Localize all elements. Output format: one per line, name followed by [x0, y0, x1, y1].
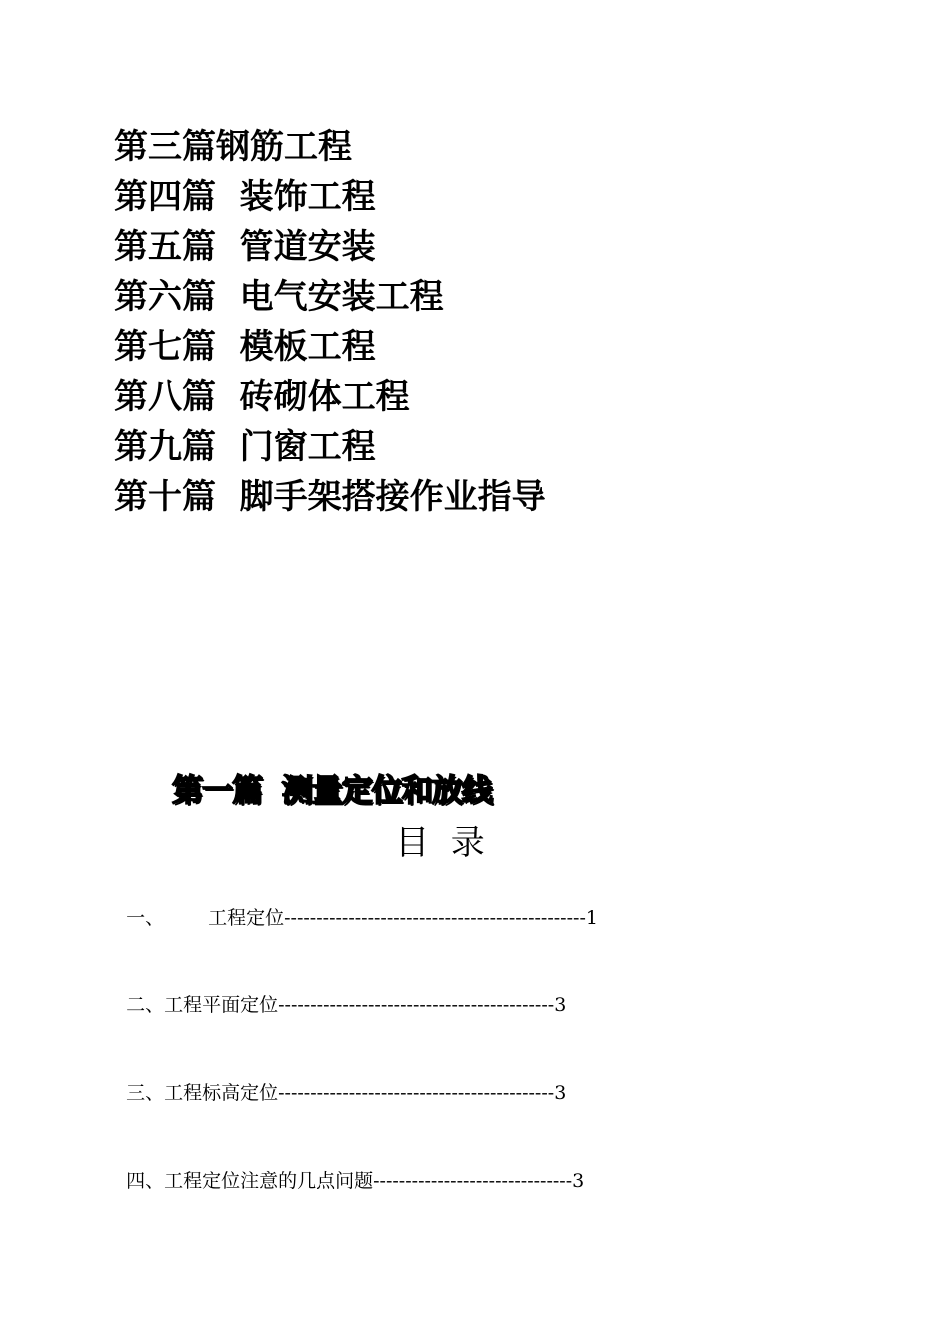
toc-entry-title: 工程标高定位: [164, 1082, 279, 1104]
chapter-item-10: 第十篇 脚手架搭接作业指导: [114, 477, 546, 517]
chapter-item-6: 第六篇 电气安装工程: [114, 277, 444, 317]
toc-entry-number: 二、: [126, 994, 165, 1016]
toc-entry[interactable]: [114, 1054, 784, 1104]
chapter-item-8: 第八篇 砖砌体工程: [114, 377, 410, 417]
chapter-item-7: 第七篇 模板工程: [114, 327, 376, 367]
chapter-item-3: 第三篇钢筋工程: [114, 127, 352, 167]
toc-entry-leader: -------------------------------: [373, 1170, 573, 1192]
toc-entry-page: 3: [554, 994, 567, 1016]
toc-entry-number: 三、: [126, 1082, 165, 1104]
toc-entry-leader: -----------------------------------------------: [284, 907, 586, 929]
toc-entry-page: 3: [572, 1170, 585, 1192]
toc-entry-leader: -------------------------------------------: [278, 1082, 555, 1104]
toc-entry-page: 3: [554, 1082, 567, 1104]
chapter-item-5: 第五篇 管道安装: [114, 227, 376, 267]
chapter-list: [114, 122, 546, 522]
toc-title: 目 录: [395, 823, 485, 863]
chapter-item-4: 第四篇 装饰工程: [114, 177, 376, 217]
part-heading: 第一篇 测量定位和放线: [172, 773, 492, 809]
toc-entry-title: 工程定位: [208, 907, 285, 929]
toc-entry[interactable]: [114, 879, 804, 929]
toc-entry[interactable]: [114, 1142, 784, 1192]
toc-entry-number: 四、: [126, 1170, 165, 1192]
chapter-item-9: 第九篇 门窗工程: [114, 427, 376, 467]
toc-entry[interactable]: [114, 966, 784, 1016]
toc-entry-title: 工程平面定位: [164, 994, 279, 1016]
toc-entry-title: 工程定位注意的几点问题: [164, 1170, 374, 1192]
toc-entry-page: 1: [585, 907, 598, 929]
toc-entry-leader: -------------------------------------------: [278, 994, 555, 1016]
toc-entry-number: 一、: [126, 907, 165, 929]
